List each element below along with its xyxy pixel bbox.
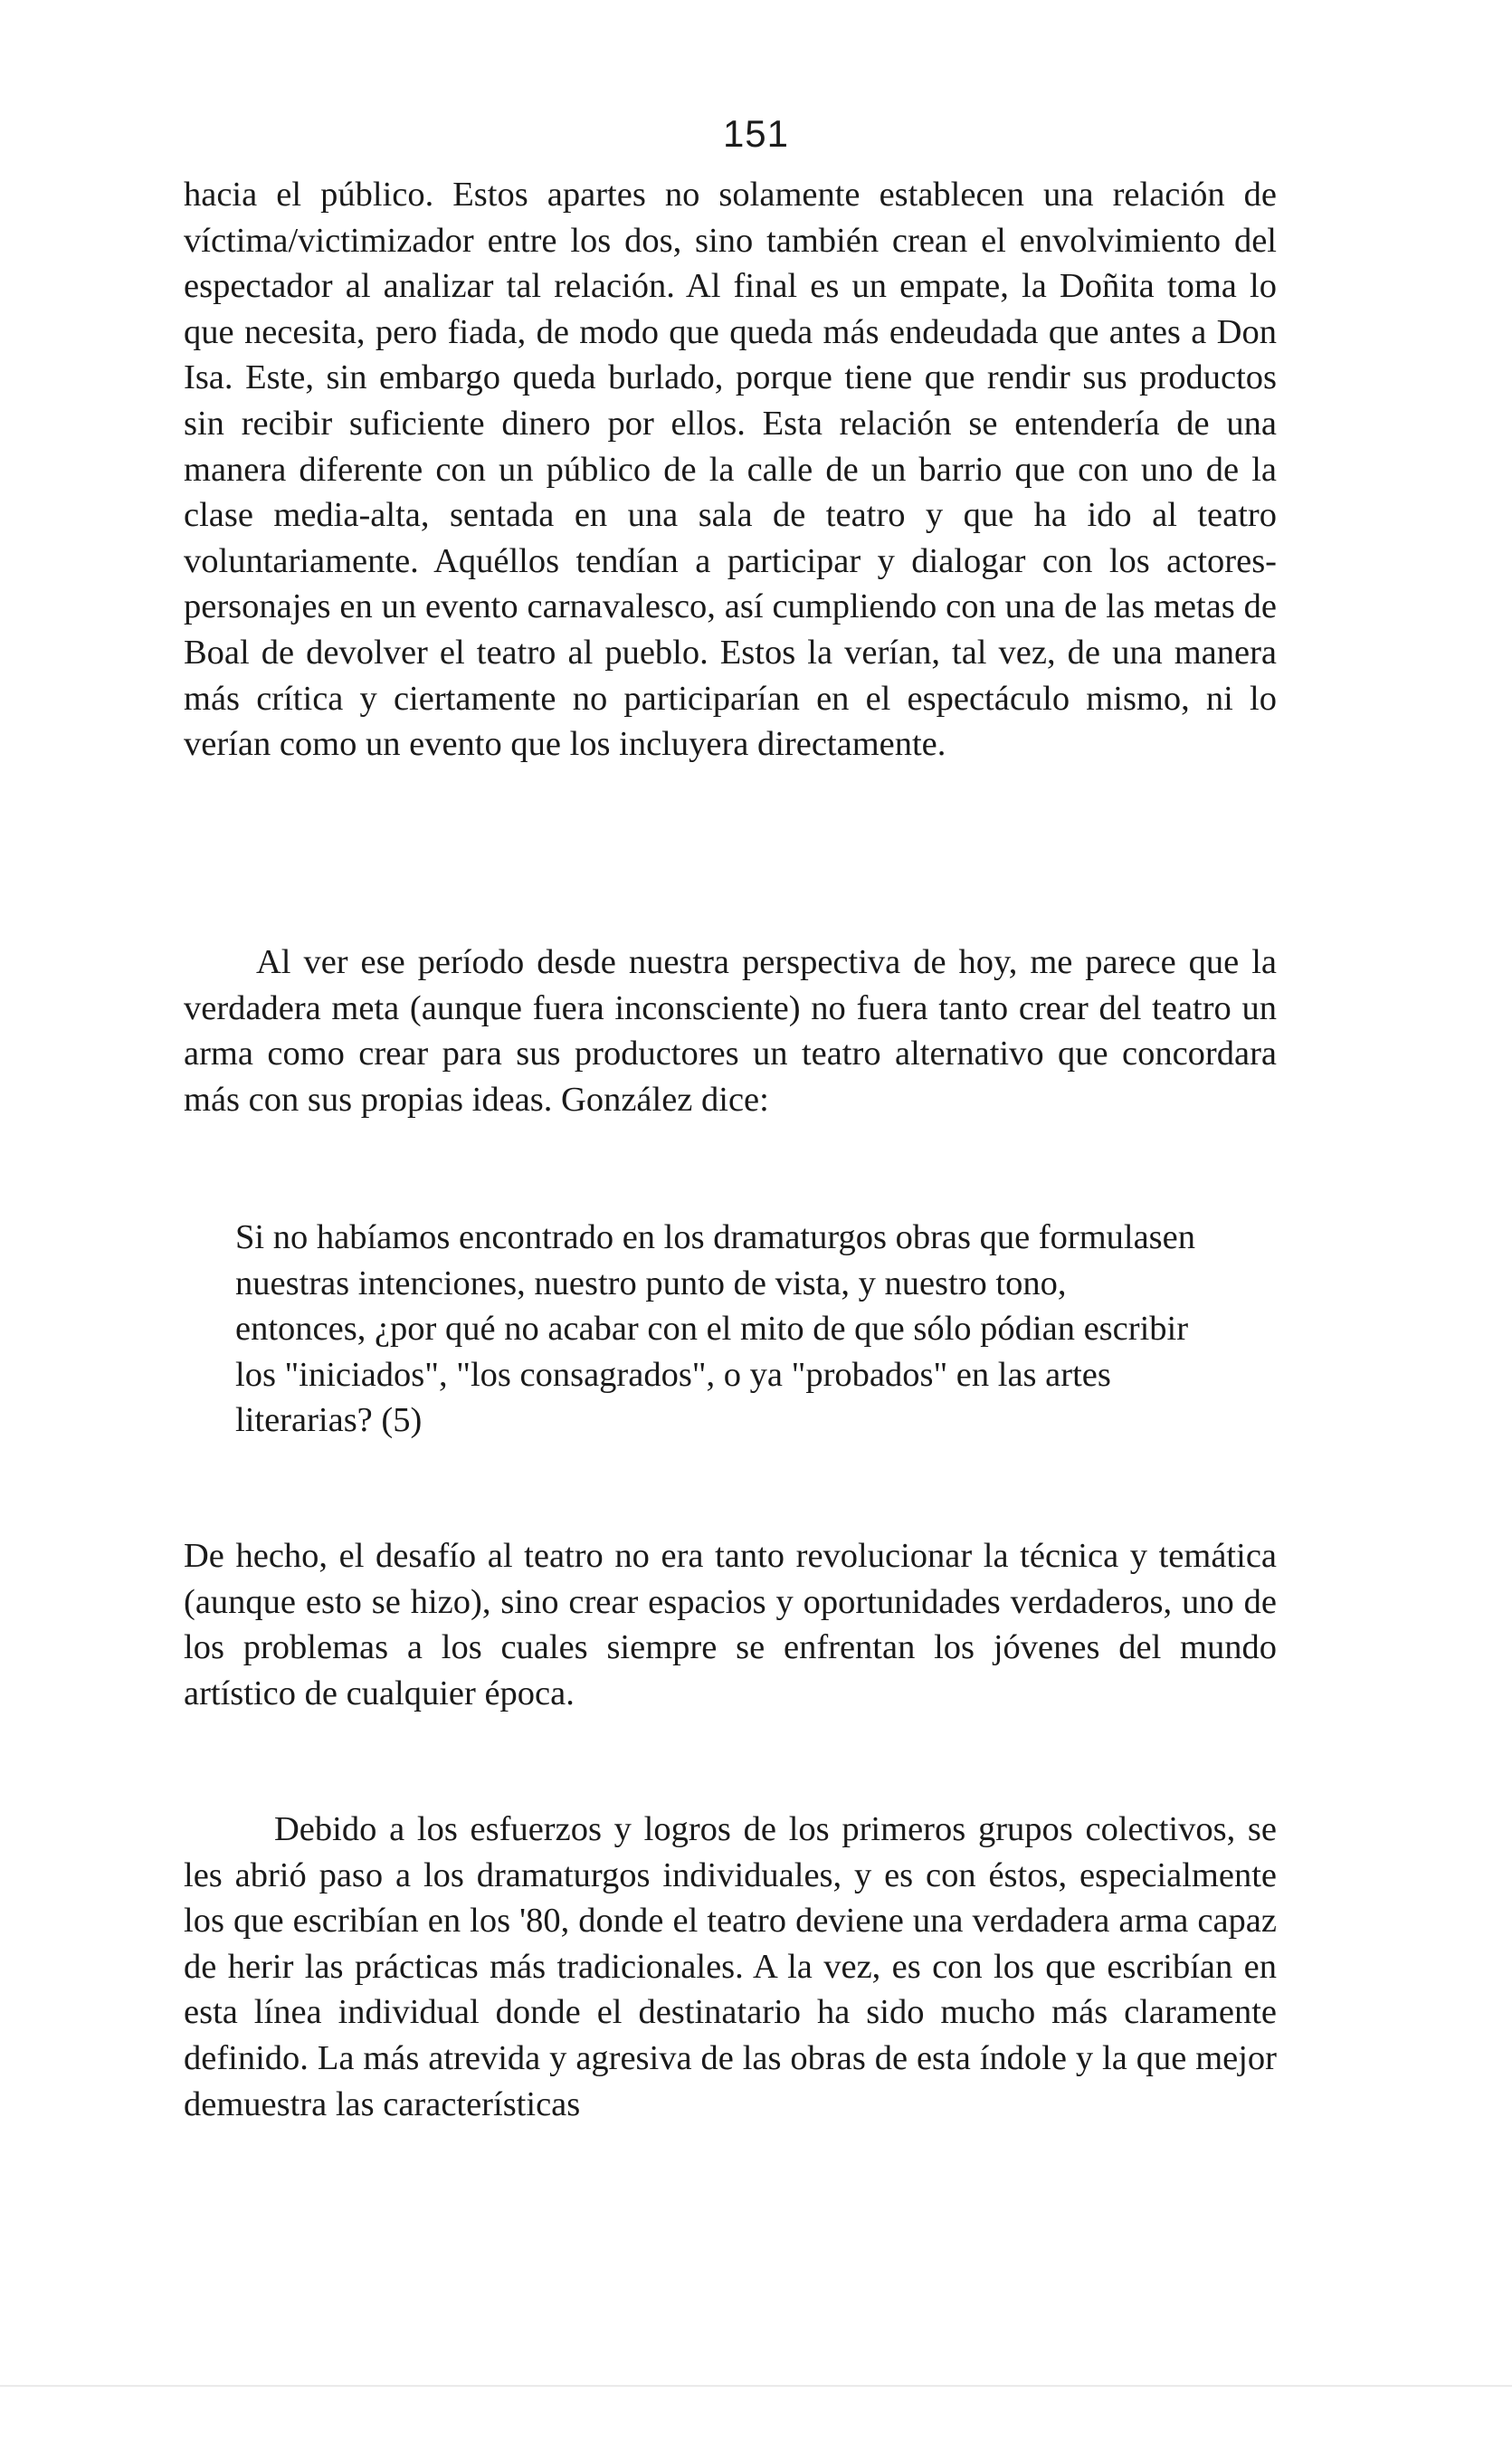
page-number: 151 xyxy=(722,112,790,155)
paragraph-2: Al ver ese período desde nuestra perspectiva de hoy, me parece que la verdadera meta (aunque fuera inconsciente) no fuera tanto crear del teatro un arma como crear para sus productores un teatro alternativo que concordara más con sus propias ideas. González dice: xyxy=(184,943,1277,1119)
scan-edge-rule xyxy=(0,2385,1512,2387)
paragraph-3: De hecho, el desafío al teatro no era tanto revolucionar la técnica y temática (aunque esto se hizo), sino crear espacios y oportunidades verdaderos, uno de los problemas a los cuales siempre se enfrentan los jóvenes del mundo artístico de cualquier época. xyxy=(184,1537,1277,1712)
paragraph-4: Debido a los esfuerzos y logros de los primeros grupos colectivos, se les abrió paso a los dramaturgos individuales, y es con éstos, especialmente los que escribían en los '80, donde el teatro deviene una verdadera arma capaz de herir las prácticas más tradicionales. A la vez, es con los que escribían en esta línea individual donde el destinatario ha sido mucho más claramente definido. La más atrevida y agresiva de las obras de esta índole y la que mejor demuestra las características xyxy=(184,1810,1277,2123)
block-quote: Si no habíamos encontrado en los dramaturgos obras que formulasen nuestras intenciones, nuestro punto de vista, y nuestro tono, entonces, ¿por qué no acabar con el mito de que sólo pódian escribir los "iniciados", "los consagrados", o ya "probados" en las artes literarias? (5) xyxy=(235,1218,1196,1440)
paragraph-1: hacia el público. Estos apartes no solamente establecen una relación de víctima/victimizador entre los dos, sino también crean el envolvimiento del espectador al analizar tal relación. Al final es un empate, la Doñita toma lo que necesita, pero fiada, de modo que queda más endeudada que antes a Don Isa. Este, sin embargo queda burlado, porque tiene que rendir sus productos sin recibir suficiente dinero por ellos. Esta relación se entendería de una manera diferente con un público de la calle de un barrio que con uno de la clase media-alta, sentada en una sala de teatro y que ha ido al teatro voluntariamente. Aquéllos tendían a participar y dialogar con los actores-personajes en un evento carnavalesco, así cumpliendo con una de las metas de Boal de devolver el teatro al pueblo. Estos la verían, tal vez, de una manera más crítica y ciertamente no participarían en el espectáculo mismo, ni lo verían como un evento que los incluyera directamente. xyxy=(184,176,1277,764)
